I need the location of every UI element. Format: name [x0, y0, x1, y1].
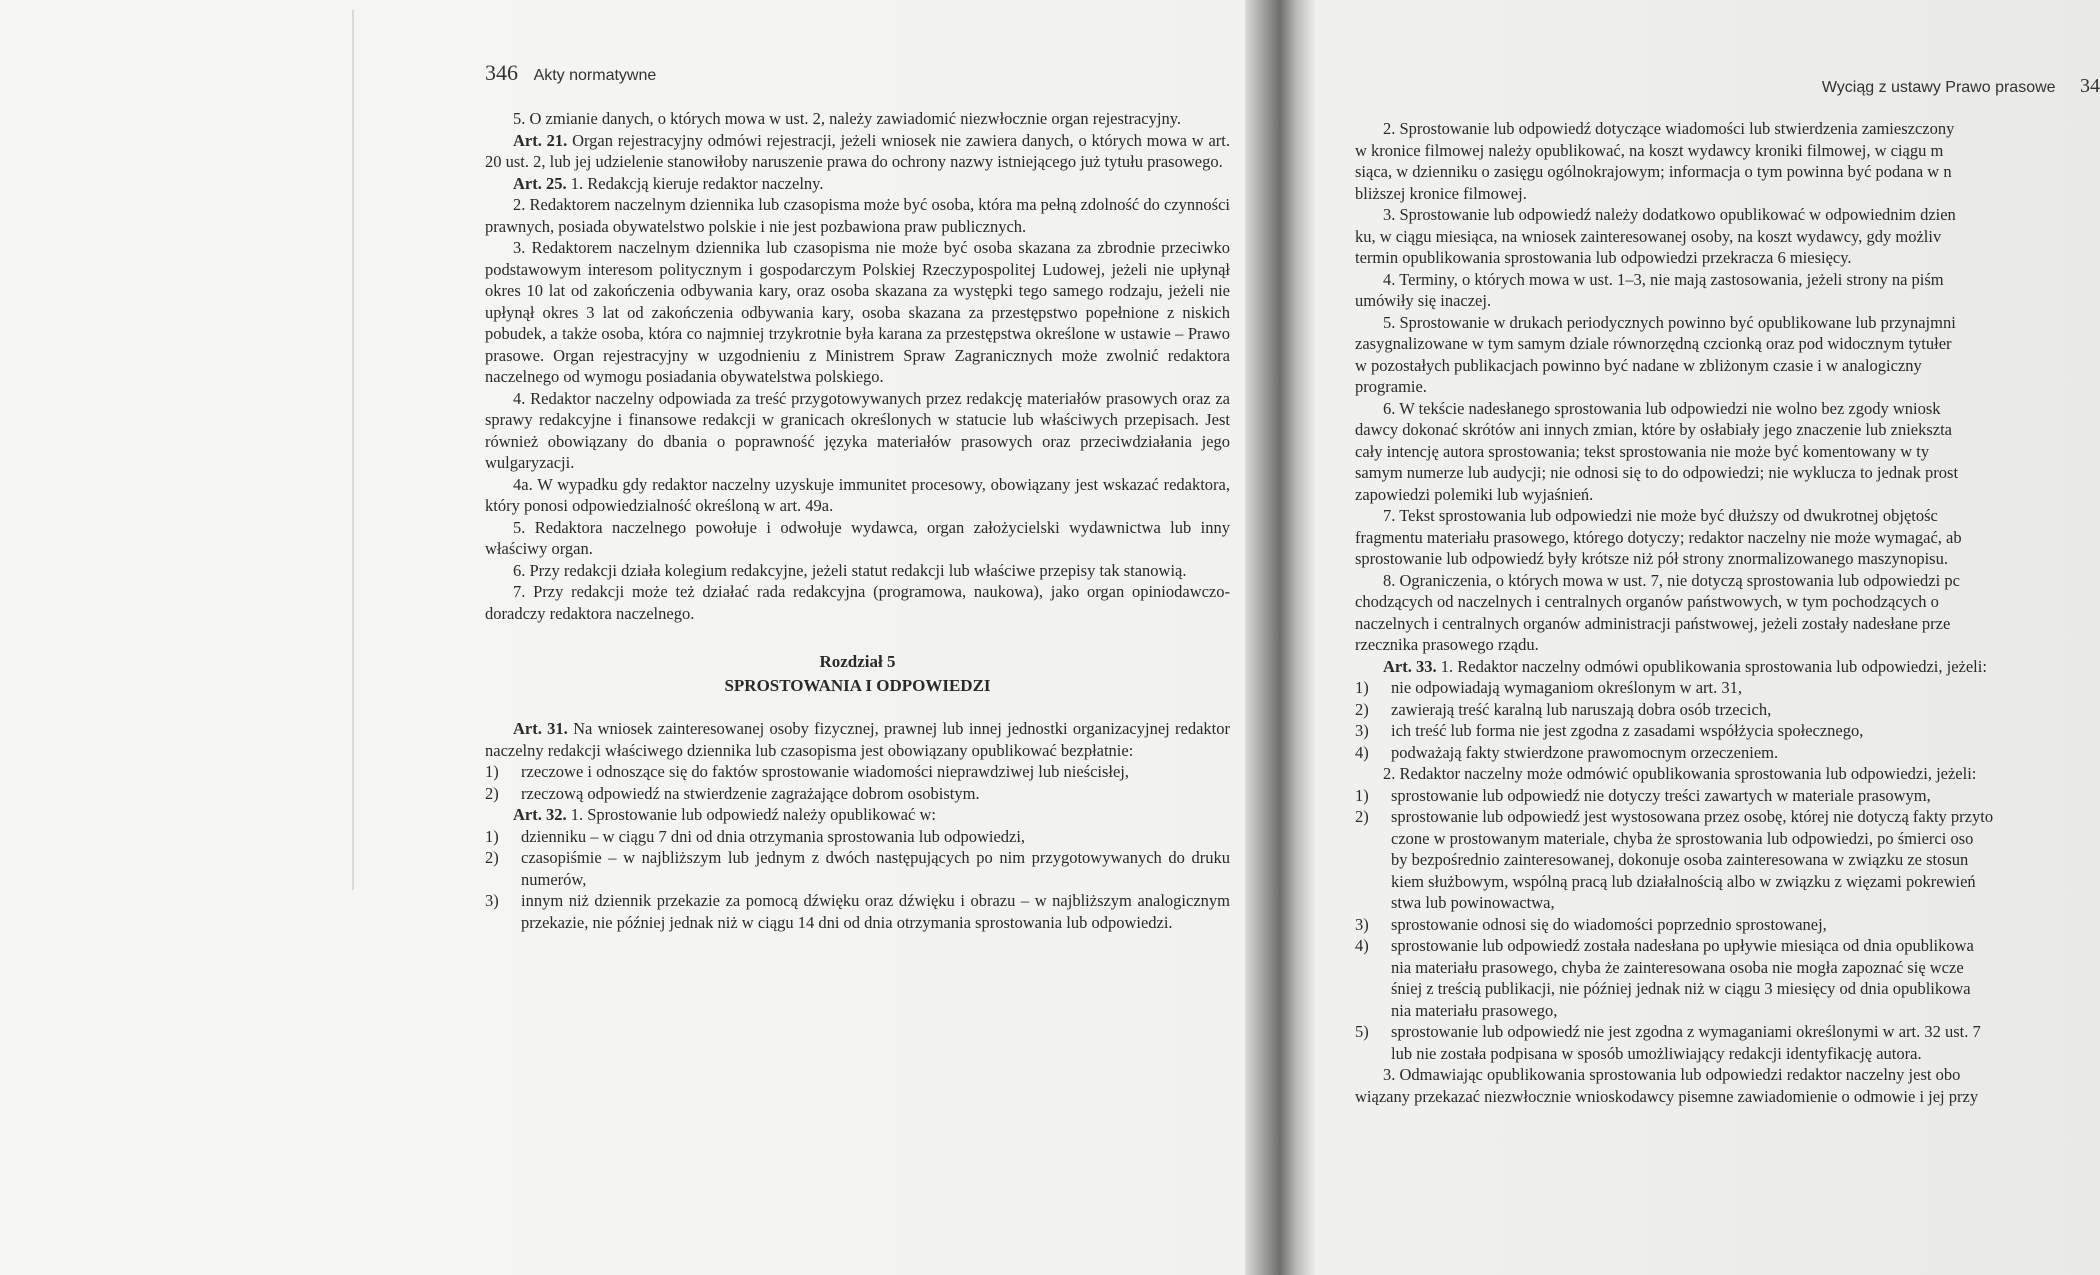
text-line: w kronice filmowej należy opublikować, na koszt wydawcy kroniki filmowej, w ciągu m — [1355, 140, 1944, 160]
text-line: 6. W tekście nadesłanego sprostowania lub odpowiedzi nie wolno bez zgody wniosk — [1383, 398, 1941, 418]
left-page — [485, 60, 1230, 933]
left-page-header — [485, 60, 1230, 86]
list-item — [1355, 677, 2100, 699]
article-31 — [485, 718, 1230, 761]
text-line: zasygnalizowane w tym samym dziale równorzędną czcionką oraz pod widocznym tytułer — [1355, 334, 1952, 353]
list-item — [1355, 699, 2100, 721]
paragraph-group — [485, 108, 1230, 130]
list-item-text: nie odpowiadają wymaganiom określonym w art. 31, — [1391, 678, 1743, 697]
article-32 — [485, 804, 1230, 826]
list-item-line: kiem służbowym, wspólną pracą lub działalnością albo w związku z więzami pokrewień — [1391, 871, 1976, 891]
article-32-list — [485, 826, 1230, 934]
text-line: w pozostałych publikacjach powinno być nadane w zbliżonym czasie i w analogiczny — [1355, 355, 1922, 375]
list-item-number: 3) — [1355, 721, 1369, 740]
list-item-line: sprostowanie lub odpowiedź nie dotyczy treści zawartych w materiale prasowym, — [1391, 785, 1931, 805]
list-item — [1355, 785, 2100, 807]
article-31-list — [485, 761, 1230, 804]
list-item-line: sprostowanie lub odpowiedź została nadesłana po upływie miesiąca od dnia opublikowa — [1391, 936, 1974, 955]
list-item-line: by bezpośrednio zainteresowanej, dokonuje osoba zainteresowana w związku ze stosun — [1391, 850, 1969, 869]
paragraph-group — [1355, 118, 2100, 656]
article-21 — [485, 130, 1230, 173]
article-25 — [485, 173, 1230, 195]
page-number: 34 — [2080, 75, 2100, 97]
right-page-header — [1355, 75, 2100, 98]
text-line: siąca, w dzienniku o zasięgu ogólnokrajowym; informacja o tym powinna być podana w n — [1355, 162, 1952, 181]
text-line: cały intencję autora sprostowania; tekst sprostowania nie może być komentowany w ty — [1355, 441, 1930, 461]
list-item — [1355, 935, 2100, 1021]
list-item-number: 2) — [1355, 699, 1369, 719]
list-item — [485, 890, 1230, 933]
article-text: 1. Redaktor naczelny odmówi opublikowania sprostowania lub odpowiedzi, jeżeli: — [1436, 656, 1987, 676]
text-line: zapowiedzi polemiki lub wyjaśnień. — [1355, 484, 1594, 504]
list-item-number: 4) — [1355, 936, 1369, 955]
chapter-number: Rozdział 5 — [819, 652, 896, 671]
list-item-number: 4) — [1355, 742, 1369, 762]
article-text: 1. Sprostowanie lub odpowiedź należy opublikować w: — [566, 805, 936, 824]
text-line: programie. — [1355, 377, 1427, 396]
paragraph: 5. Redaktora naczelnego powołuje i odwołuje wydawca, organ założycielski wydawnictwa lub inny właściwy organ. — [485, 517, 1230, 558]
list-item-number: 2) — [485, 783, 499, 803]
list-item — [485, 761, 1230, 783]
text-line: 8. Ograniczenia, o których mowa w ust. 7, nie dotyczą sprostowania lub odpowiedzi pc — [1383, 570, 1960, 590]
list-item — [485, 783, 1230, 805]
list-item — [1355, 1021, 2100, 1064]
list-item-line: sprostowanie odnosi się do wiadomości poprzednio sprostowanej, — [1391, 914, 1827, 934]
text-line: sprostowanie lub odpowiedź były krótsze niż pół strony znormalizowanego maszynopisu. — [1355, 549, 1948, 568]
paragraph: 4. Redaktor naczelny odpowiada za treść przygotowywanych przez redakcję materiałów prasowych oraz za sprawy redakcyjne i finansowe redakcji w granicach określonych w statucie lub właściwych przepisach. Jest również obowiązany do dbania o poprawność języka materiałów prasowych oraz przeciwdziałania jego wulgaryzacji. — [485, 388, 1230, 472]
text-line: rzecznika prasowego rządu. — [1355, 635, 1539, 654]
text-line: termin opublikowania sprostowania lub odpowiedzi przekracza 6 miesięcy. — [1355, 248, 1852, 267]
list-item — [1355, 806, 2100, 914]
article-33 — [1355, 656, 2100, 678]
text-line: 5. Sprostowanie w drukach periodycznych powinno być opublikowane lub przynajmni — [1383, 312, 1956, 332]
running-header: Wyciąg z ustawy Prawo prasowe — [1821, 79, 2056, 96]
list-item-number: 5) — [1355, 1022, 1369, 1041]
list-item-line: stwa lub powinowactwa, — [1391, 893, 1555, 912]
running-header: Akty normatywne — [533, 67, 657, 84]
list-item-text: czasopiśmie – w najbliższym lub jednym z dwóch następujących po nim przygotowywanych do druku numerów, — [521, 848, 1230, 889]
list-item-number: 1) — [485, 826, 499, 846]
article-label: Art. 33. — [1383, 656, 1437, 676]
list-item-number: 2) — [1355, 807, 1369, 826]
list-item-line: czone w prostowanym materiale, chyba że sprostowania lub odpowiedzi, po śmierci oso — [1391, 828, 1974, 848]
list-item-line: lub nie została podpisana w sposób umożliwiający redakcji identyfikację autora. — [1391, 1043, 1922, 1063]
list-item-text: ich treść lub forma nie jest zgodna z zasadami współżycia społecznego, — [1391, 721, 1864, 740]
paragraph: 6. Przy redakcji działa kolegium redakcyjne, jeżeli statut redakcji lub właściwe przepisy tak stanowią. — [513, 560, 1187, 580]
list-item-number: 3) — [485, 891, 499, 910]
list-item — [1355, 742, 2100, 764]
list-item — [1355, 720, 2100, 742]
list-item-text: rzeczową odpowiedź na stwierdzenie zagrażające dobrom osobistym. — [521, 783, 980, 803]
article-text: 1. Redakcją kieruje redaktor naczelny. — [566, 173, 824, 193]
list-item-number: 3) — [1355, 914, 1369, 934]
article-text: Organ rejestracyjny odmówi rejestracji, jeżeli wniosek nie zawiera danych, o których mowa w art. 20 ust. 2, lub jej udzielenie stanowiłoby naruszenie prawa do ochrony nazwy istniejącego już tytułu prasowego. — [485, 130, 1231, 171]
article-33-paragraph-2: 2. Redaktor naczelny może odmówić opublikowania sprostowania lub odpowiedzi, jeżeli: — [1383, 764, 1977, 783]
article-33-list — [1355, 677, 2100, 763]
list-item-number: 2) — [485, 848, 499, 867]
text-line: samym numerze lub audycji; nie odnosi się to do odpowiedzi; nie wyklucza to jednak prost — [1355, 463, 1959, 482]
right-text — [1355, 118, 2100, 1107]
paragraph-group — [1355, 1064, 2100, 1107]
paragraph: 2. Redaktorem naczelnym dziennika lub czasopisma może być osoba, która ma pełną zdolność do czynności prawnych, posiada obywatelstwo polskie i nie jest pozbawiona praw publicznych. — [485, 195, 1230, 236]
text-line: 2. Sprostowanie lub odpowiedź dotyczące wiadomości lub stwierdzenia zamieszczony — [1383, 119, 1955, 138]
list-item — [1355, 914, 2100, 936]
page-edge-line — [352, 10, 354, 890]
chapter-heading — [485, 650, 1230, 698]
text-line: chodzących od naczelnych i centralnych organów państwowych, w tym pochodzących o — [1355, 592, 1939, 611]
list-item-text: podważają fakty stwierdzone prawomocnym orzeczeniem. — [1391, 742, 1779, 762]
text-line: bliższej kronice filmowej. — [1355, 183, 1527, 203]
list-item-line: nia materiału prasowego, — [1391, 1000, 1558, 1020]
list-item-number: 1) — [485, 762, 499, 781]
paragraph: 3. Redaktorem naczelnym dziennika lub czasopisma nie może być osoba skazana za zbrodnie przeciwko podstawowym interesom politycznym i gospodarczym Polskiej Rzeczypospolitej Ludowej, jeżeli nie upłynął okres 10 lat od zakończenia odbywania kary, oraz osoba skazana za występki tego samego rodzaju, jeżeli nie upłynął okres 3 lat od zakończenia odbywania kary, osoba skazana za przestępstwo popełnione z niskich pobudek, a także osoba, która co najmniej trzykrotnie była karana za przestępstwa określone w ustawie – Prawo prasowe. Organ rejestracyjny w uzgodnieniu z Ministrem Spraw Zagranicznych może zwolnić redaktora naczelnego od wymogu posiadania obywatelstwa polskiego. — [485, 238, 1230, 386]
list-item-text: rzeczowe i odnoszące się do faktów sprostowanie wiadomości nieprawdziwej lub nieścisłej, — [521, 762, 1130, 781]
text-line: umówiły się inaczej. — [1355, 291, 1492, 310]
book-gutter — [1245, 0, 1315, 1275]
text-line: fragmentu materiału prasowego, którego dotyczy; redaktor naczelny nie może wymagać, ab — [1355, 527, 1962, 547]
article-text: Na wniosek zainteresowanej osoby fizycznej, prawnej lub innej jednostki organizacyjnej redaktor naczelny redakcji właściwego dziennika lub czasopisma jest obowiązany opublikować bezpłatnie: — [485, 719, 1231, 760]
article-25-paragraphs — [485, 194, 1230, 624]
article-label: Art. 31. — [513, 719, 568, 738]
text-line: 3. Sprostowanie lub odpowiedź należy dodatkowo opublikować w odpowiednim dzien — [1383, 205, 1956, 224]
text-line: 4. Terminy, o których mowa w ust. 1–3, nie mają zastosowania, jeżeli strony na piśm — [1383, 269, 1944, 289]
page-number: 346 — [485, 60, 518, 85]
article-label: Art. 25. — [513, 173, 567, 193]
text-line: ku, w ciągu miesiąca, na wniosek zainteresowanej osoby, na koszt wydawcy, gdy możliv — [1355, 226, 1942, 246]
text-line: 3. Odmawiając opublikowania sprostowania lub odpowiedzi redaktor naczelny jest obo — [1383, 1065, 1961, 1084]
list-item-text: dzienniku – w ciągu 7 dni od dnia otrzymania sprostowania lub odpowiedzi, — [521, 826, 1026, 846]
list-item-line: śniej z treścią publikacji, nie później jednak niż w ciągu 3 miesięcy od dnia opublikowa — [1391, 979, 1971, 998]
text-line: dawcy dokonać skrótów ani innych zmian, które by osłabiały jego znaczenie lub zniekszta — [1355, 420, 1953, 439]
chapter-title: SPROSTOWANIA I ODPOWIEDZI — [724, 676, 991, 695]
list-item-line: sprostowanie lub odpowiedź jest wystosowana przez osobę, której nie dotyczą fakty przyto — [1391, 807, 1994, 826]
list-item-line: nia materiału prasowego, chyba że zainteresowana osoba nie mogła zapoznać się wcze — [1391, 957, 1964, 977]
list-item — [485, 847, 1230, 890]
list-item-number: 1) — [1355, 785, 1369, 805]
text-line: naczelnych i centralnych organów administracji państwowej, jeżeli zostały nadesłane prze — [1355, 613, 1951, 633]
text-line: 7. Tekst sprostowania lub odpowiedzi nie może być dłuższy od dwukrotnej objętośc — [1383, 506, 1938, 525]
list-item-text: innym niż dziennik przekazie za pomocą dźwięku oraz dźwięku i obrazu – w najbliższym analogicznym przekazie, nie później jednak niż w ciągu 14 dni od dnia otrzymania sprostowania lub odpowiedzi. — [521, 891, 1230, 932]
list-item-number: 1) — [1355, 678, 1369, 697]
list-item-text: zawierają treść karalną lub naruszają dobra osób trzecich, — [1391, 699, 1772, 719]
article-label: Art. 32. — [513, 805, 567, 824]
article-label: Art. 21. — [513, 130, 568, 150]
right-page — [1355, 75, 2100, 1275]
paragraph: 7. Przy redakcji może też działać rada redakcyjna (programowa, naukowa), jako organ opiniodawczo-doradczy redaktora naczelnego. — [485, 582, 1230, 623]
text-line: wiązany przekazać niezwłocznie wnioskodawcy pisemne zawiadomienie o odmowie i jej przy — [1355, 1086, 1979, 1106]
list-item — [485, 826, 1230, 848]
article-33-list-2 — [1355, 785, 2100, 1065]
paragraph: 5. O zmianie danych, o których mowa w ust. 2, należy zawiadomić niezwłocznie organ rejestracyjny. — [513, 109, 1182, 128]
list-item-line: sprostowanie lub odpowiedź nie jest zgodna z wymaganiami określonymi w art. 32 ust. 7 — [1391, 1022, 1981, 1041]
paragraph: 4a. W wypadku gdy redaktor naczelny uzyskuje immunitet procesowy, obowiązany jest wskazać redaktora, który ponosi odpowiedzialność określoną w art. 49a. — [485, 474, 1230, 515]
